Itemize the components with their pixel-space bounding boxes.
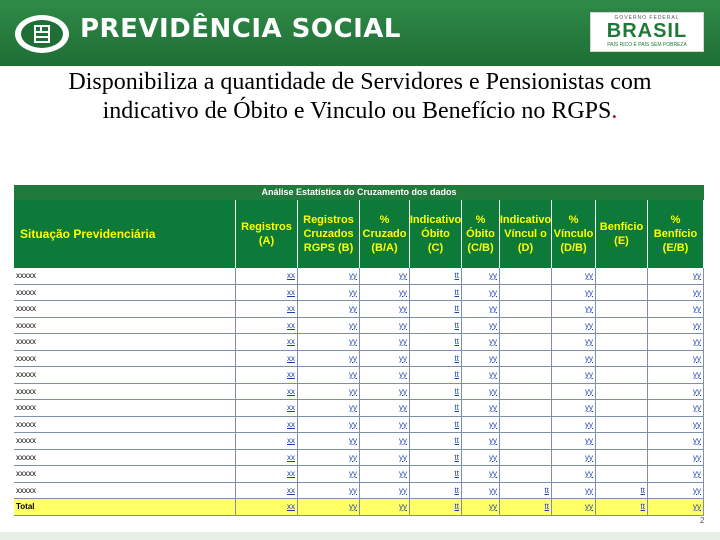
table-cell: xx: [236, 318, 298, 334]
table-row: [14, 351, 704, 368]
table-cell: yy: [552, 285, 596, 301]
table-cell: yy: [552, 417, 596, 433]
table-cell: [500, 466, 552, 482]
column-header-line: %: [568, 214, 579, 226]
table-cell: yy: [462, 466, 500, 482]
column-header-line: (D/B): [560, 242, 587, 254]
table-cell: yy: [648, 301, 704, 317]
table-cell: [596, 268, 648, 284]
table-cell: yy: [552, 400, 596, 416]
table-cell: tt: [410, 285, 462, 301]
column-header: [14, 200, 236, 268]
table-cell: [500, 417, 552, 433]
table-cell: yy: [360, 499, 410, 515]
table-cell: tt: [410, 334, 462, 350]
table-row: [14, 450, 704, 467]
table-cell: yy: [552, 499, 596, 515]
table-cell: yy: [360, 367, 410, 383]
total-row: [14, 499, 704, 516]
table-cell: yy: [648, 466, 704, 482]
slide-title-end: .: [611, 98, 618, 124]
table-cell: yy: [648, 334, 704, 350]
table-cell: yy: [360, 351, 410, 367]
table-cell: [500, 285, 552, 301]
table-cell: tt: [410, 301, 462, 317]
table-cell: yy: [298, 301, 360, 317]
column-header-line: (A): [258, 235, 275, 247]
table-cell: xx: [236, 334, 298, 350]
table-cell: xx: [236, 301, 298, 317]
column-header-line: Óbito: [466, 228, 495, 240]
table-cell: xxxxx: [14, 384, 236, 400]
table-cell: xx: [236, 433, 298, 449]
table-cell: yy: [360, 334, 410, 350]
table-cell: [500, 334, 552, 350]
gov-logo-line1: GOVERNO FEDERAL: [614, 15, 680, 21]
table-cell: [500, 268, 552, 284]
table-cell: yy: [360, 301, 410, 317]
table-cell: yy: [360, 268, 410, 284]
table-cell: yy: [462, 483, 500, 499]
table-cell: yy: [552, 301, 596, 317]
table-cell: [596, 301, 648, 317]
table-cell: xx: [236, 384, 298, 400]
table-cell: [596, 384, 648, 400]
table-cell: xx: [236, 268, 298, 284]
table-cell: yy: [462, 384, 500, 400]
table-cell: xxxxx: [14, 334, 236, 350]
column-header: [648, 200, 704, 268]
column-header-line: (B/A): [371, 242, 398, 254]
table-cell: yy: [552, 334, 596, 350]
slide-title: [30, 68, 690, 126]
table-cell: tt: [500, 499, 552, 515]
table-cell: [596, 351, 648, 367]
table-cell: yy: [462, 367, 500, 383]
table-row: [14, 384, 704, 401]
table-cell: yy: [648, 483, 704, 499]
table-cell: xx: [236, 367, 298, 383]
table-cell: xx: [236, 450, 298, 466]
table-cell: [500, 318, 552, 334]
table-cell: yy: [552, 268, 596, 284]
table-cell: yy: [462, 433, 500, 449]
table-cell: yy: [298, 483, 360, 499]
table-cell: tt: [410, 450, 462, 466]
column-header-line: %: [475, 214, 486, 226]
table-cell: tt: [500, 483, 552, 499]
table-cell: yy: [298, 466, 360, 482]
table-cell: yy: [648, 433, 704, 449]
table-cell: yy: [462, 400, 500, 416]
table-cell: yy: [648, 367, 704, 383]
table-cell: [500, 384, 552, 400]
table-cell: yy: [298, 417, 360, 433]
table-cell: yy: [462, 417, 500, 433]
column-header-line: Cruzados: [303, 228, 354, 240]
table-row: [14, 268, 704, 285]
table-cell: yy: [360, 400, 410, 416]
column-header-line: (C): [427, 242, 444, 254]
table-cell: [596, 285, 648, 301]
table-cell: tt: [410, 433, 462, 449]
table-cell: [596, 466, 648, 482]
column-header-line: Indicativo: [409, 214, 462, 226]
table-cell: xxxxx: [14, 483, 236, 499]
table-cell: [596, 417, 648, 433]
gov-logo-name: BRASIL: [606, 20, 688, 42]
table-cell: xx: [236, 483, 298, 499]
column-header-line: Benfício: [653, 228, 698, 240]
column-header-line: %: [379, 214, 390, 226]
table-cell: xxxxx: [14, 417, 236, 433]
table-cell: yy: [648, 318, 704, 334]
table-cell: yy: [298, 400, 360, 416]
table-cell: yy: [298, 334, 360, 350]
table-cell: [596, 400, 648, 416]
table-cell: xxxxx: [14, 301, 236, 317]
table-row: [14, 433, 704, 450]
column-header-line: (D): [517, 242, 534, 254]
table-cell: xxxxx: [14, 318, 236, 334]
table-cell: [500, 450, 552, 466]
table-cell: [596, 367, 648, 383]
table-cell: yy: [552, 318, 596, 334]
table-cell: [500, 433, 552, 449]
table-cell: tt: [596, 483, 648, 499]
table-cell: xxxxx: [14, 351, 236, 367]
table-cell: tt: [410, 268, 462, 284]
table-cell: tt: [410, 483, 462, 499]
table-cell: yy: [360, 483, 410, 499]
table-cell: xx: [236, 400, 298, 416]
brasil-gov-logo: [590, 12, 704, 52]
table-cell: xx: [236, 285, 298, 301]
table-cell: yy: [648, 417, 704, 433]
table-cell: [596, 318, 648, 334]
table-cell: yy: [462, 268, 500, 284]
column-header-line: (E/B): [662, 242, 689, 254]
table-cell: tt: [410, 400, 462, 416]
sheet-title: Análise Estatística do Cruzamento dos dados: [14, 185, 704, 200]
column-header-line: Víncul o: [504, 228, 547, 240]
column-header-line: (E): [614, 235, 629, 247]
table-cell: yy: [298, 450, 360, 466]
table-cell: yy: [648, 384, 704, 400]
table-cell: [500, 301, 552, 317]
table-cell: yy: [462, 334, 500, 350]
column-header: [298, 200, 360, 268]
brand-title: PREVIDÊNCIA SOCIAL: [80, 14, 401, 44]
column-header: [552, 200, 596, 268]
table-cell: xxxxx: [14, 466, 236, 482]
column-header: [462, 200, 500, 268]
table-cell: yy: [552, 367, 596, 383]
table-cell: yy: [298, 433, 360, 449]
table-cell: yy: [552, 433, 596, 449]
table-cell: yy: [648, 268, 704, 284]
table-row: [14, 318, 704, 335]
previdencia-logo-icon: [12, 12, 72, 56]
table-cell: xxxxx: [14, 400, 236, 416]
table-cell: yy: [298, 367, 360, 383]
column-header-line: Óbito: [421, 228, 450, 240]
column-header-line: Registros: [241, 221, 292, 233]
table-cell: yy: [648, 285, 704, 301]
column-header-line: RGPS (B): [303, 242, 354, 254]
table-cell: yy: [462, 301, 500, 317]
table-cell: xxxxx: [14, 268, 236, 284]
column-header-line: Benfício: [599, 221, 644, 233]
table-cell: yy: [462, 499, 500, 515]
table-cell: xx: [236, 466, 298, 482]
table-cell: yy: [462, 450, 500, 466]
table-row: [14, 367, 704, 384]
table-row: [14, 417, 704, 434]
page-number: 2: [700, 516, 705, 525]
table-cell: xx: [236, 499, 298, 515]
app-header: [0, 0, 720, 66]
column-header: [360, 200, 410, 268]
table-cell: [596, 450, 648, 466]
table-cell: tt: [410, 318, 462, 334]
column-header: [410, 200, 462, 268]
table-cell: yy: [552, 351, 596, 367]
table-cell: yy: [552, 483, 596, 499]
table-cell: yy: [360, 318, 410, 334]
table-cell: xxxxx: [14, 450, 236, 466]
table-row: [14, 400, 704, 417]
table-cell: xxxxx: [14, 433, 236, 449]
table-cell: xxxxx: [14, 285, 236, 301]
table-cell: [500, 351, 552, 367]
table-cell: [500, 400, 552, 416]
table-cell: [596, 334, 648, 350]
column-header: [596, 200, 648, 268]
table-row: [14, 301, 704, 318]
table-cell: yy: [298, 351, 360, 367]
table-row: [14, 285, 704, 302]
table-cell: yy: [360, 466, 410, 482]
table-cell: [596, 433, 648, 449]
table-row: [14, 334, 704, 351]
column-header-line: Cruzado: [362, 228, 407, 240]
footer-band: [0, 532, 720, 540]
table-cell: tt: [410, 417, 462, 433]
table-cell: yy: [648, 450, 704, 466]
table-cell: tt: [410, 367, 462, 383]
spreadsheet-table: [14, 185, 704, 515]
table-cell: yy: [298, 384, 360, 400]
column-header-line: Indicativo: [499, 214, 552, 226]
table-cell: yy: [462, 318, 500, 334]
table-cell: yy: [360, 285, 410, 301]
table-cell: xx: [236, 351, 298, 367]
table-cell: yy: [462, 351, 500, 367]
column-header-line: Registros: [303, 214, 354, 226]
table-cell: yy: [360, 417, 410, 433]
table-cell: yy: [552, 450, 596, 466]
table-cell: yy: [648, 499, 704, 515]
table-cell: yy: [298, 318, 360, 334]
column-header: [236, 200, 298, 268]
table-cell: yy: [360, 450, 410, 466]
table-cell: xxxxx: [14, 367, 236, 383]
table-cell: [500, 367, 552, 383]
table-cell: yy: [298, 268, 360, 284]
table-cell: yy: [552, 466, 596, 482]
column-header-line: Situação Previdenciária: [20, 227, 156, 241]
table-cell: xx: [236, 417, 298, 433]
slide-title-text: Disponibiliza a quantidade de Servidores e Pensionistas com indicativo de Óbito e Vinculo ou Benefício no RGPS: [68, 69, 652, 124]
table-row: [14, 466, 704, 483]
table-cell: tt: [410, 384, 462, 400]
table-cell: yy: [360, 384, 410, 400]
table-cell: tt: [596, 499, 648, 515]
table-cell: tt: [410, 466, 462, 482]
column-header: [500, 200, 552, 268]
table-cell: tt: [410, 499, 462, 515]
table-cell: yy: [648, 351, 704, 367]
table-cell: yy: [360, 433, 410, 449]
table-cell: yy: [648, 400, 704, 416]
table-cell: Total: [14, 499, 236, 515]
table-cell: yy: [552, 384, 596, 400]
table-cell: yy: [298, 499, 360, 515]
column-header-line: Vínculo: [553, 228, 594, 240]
table-cell: tt: [410, 351, 462, 367]
gov-logo-slogan: PAÍS RICO É PAÍS SEM POBREZA: [607, 42, 687, 48]
column-header-line: %: [670, 214, 681, 226]
table-row: [14, 483, 704, 500]
table-cell: yy: [298, 285, 360, 301]
table-cell: yy: [462, 285, 500, 301]
column-header-line: (C/B): [467, 242, 494, 254]
